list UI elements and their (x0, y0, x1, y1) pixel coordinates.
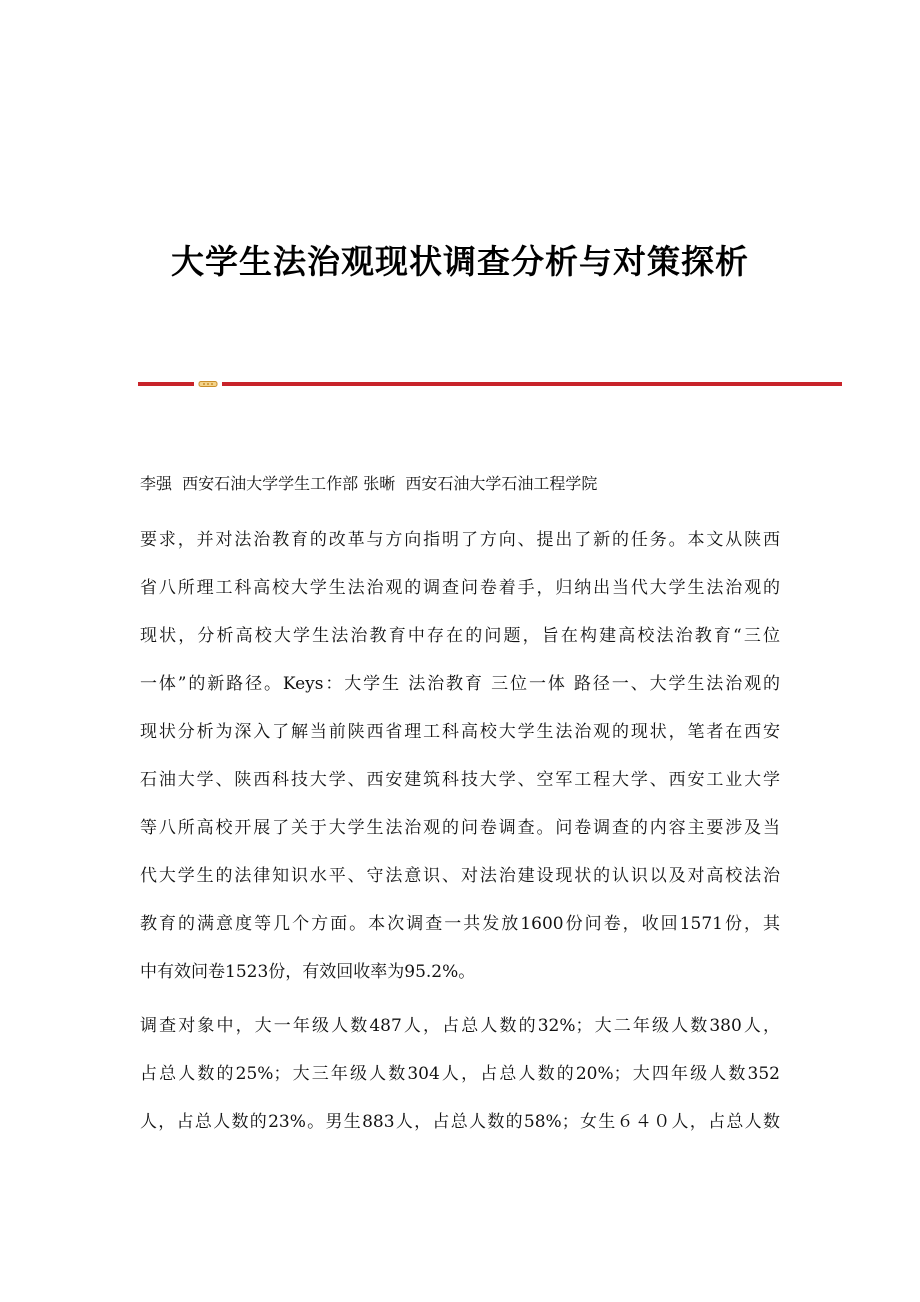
text-line: 代大学生的法律知识水平、守法意识、对法治建设现状的认识以及对高校法治 (140, 866, 780, 886)
divider-bar-left (138, 382, 194, 386)
text-line: 人，占总人数的23%。男生883人，占总人数的58%；女生６４０人，占总人数 (140, 1112, 780, 1132)
title-divider (138, 380, 842, 388)
text-line: 省八所理工科高校大学生法治观的调查问卷着手，归纳出当代大学生法治观的 (140, 578, 780, 598)
text-line: 等八所高校开展了关于大学生法治观的问卷调查。问卷调查的内容主要涉及当 (140, 818, 780, 838)
text-line: 石油大学、陕西科技大学、西安建筑科技大学、空军工程大学、西安工业大学 (140, 770, 780, 790)
divider-bar-right (222, 382, 842, 386)
text-line: 现状，分析高校大学生法治教育中存在的问题，旨在构建高校法治教育“三位 (140, 626, 780, 646)
text-line: 调查对象中，大一年级人数487人，占总人数的32%；大二年级人数380人， (140, 1016, 780, 1036)
text-line: 一体”的新路径。Keys：大学生 法治教育 三位一体 路径一、大学生法治观的 (140, 674, 780, 694)
author-affiliations: 李强 西安石油大学学生工作部 张晰 西安石油大学石油工程学院 (140, 474, 598, 493)
divider-ornament-icon (198, 380, 218, 388)
abstract-paragraph (140, 516, 780, 996)
document-title: 大学生法治观现状调查分析与对策探析 (171, 242, 749, 282)
text-line: 占总人数的25%；大三年级人数304人，占总人数的20%；大四年级人数352 (140, 1064, 780, 1084)
text-line: 教育的满意度等几个方面。本次调查一共发放1600份问卷，收回1571份，其 (140, 914, 780, 934)
text-line: 要求，并对法治教育的改革与方向指明了方向、提出了新的任务。本文从陕西 (140, 530, 780, 550)
text-line: 现状分析为深入了解当前陕西省理工科高校大学生法治观的现状，笔者在西安 (140, 722, 780, 742)
survey-paragraph (140, 1002, 780, 1146)
text-line: 中有效问卷1523份，有效回收率为95.2%。 (140, 962, 476, 982)
